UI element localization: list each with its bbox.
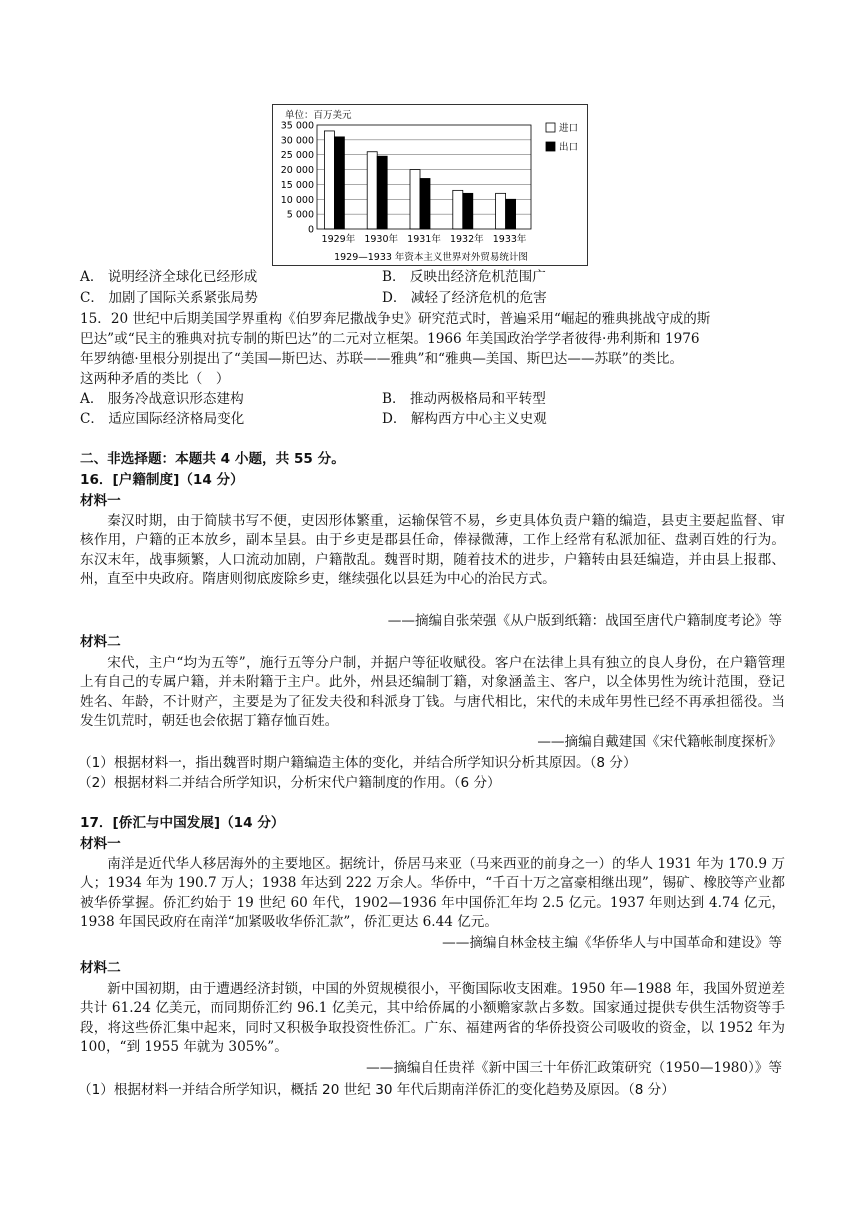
q16-material-1-text: 秦汉时期，由于简牍书写不便，吏因形体繁重，运输保管不易，乡吏具体负责户籍的编造，县吏主要起监督、审核作用，户籍的正本放乡，副本呈县。由于乡吏是郡县任命，俸禄微薄，工作上经常有私派加征、盘剥百姓的行为。东汉末年，战事频繁，人口流动加剧，户籍散乱。魏晋时期，随着技术的进步，户籍转由县廷编造，并由县上报郡、州，直至中央政府。隋唐则彻底废除乡吏，继续强化以县廷为中心的治民方式。 (80, 513, 785, 587)
q16-material-2-label: 材料二 (80, 634, 121, 650)
q16-material-2-source: ——摘编自戴建国《宋代籍帐制度探析》 (537, 734, 782, 750)
q16-material-2-text: 宋代，主户“均为五等”，施行五等分户制，并据户等征收赋役。客户在法律上具有独立的良人身份，在户籍管理上有自己的专属户籍，并未附籍于主户。此外，州县还编制丁籍，对象涵盖主、客户，以全体男性为统计范围，登记姓名、年龄，不计财产，主要是为了征发夫役和科派身丁钱。与唐代相比，宋代的未成年男性已经不再承担徭役。当发生饥荒时，朝廷也会依据丁籍存恤百姓。 (80, 655, 785, 729)
q14-option-b[interactable]: B． 反映出经济危机范围广 (382, 269, 546, 285)
bar-export (463, 193, 473, 229)
x-tick-label: 1932年 (449, 234, 484, 245)
q15-stem-line-3: 年罗纳德·里根分别提出了“美国—斯巴达、苏联——雅典”和“雅典—美国、斯巴达——苏联”的类比。 (80, 351, 684, 367)
y-tick-label: 35 000 (280, 120, 314, 132)
q14-option-a[interactable]: A． 说明经济全球化已经形成 (80, 269, 258, 285)
x-tick-label: 1930年 (364, 234, 399, 245)
bar-import (367, 152, 377, 229)
chart-caption: 1929—1933 年资本主义世界对外贸易统计图 (334, 252, 528, 263)
q16-subquestion-2: （2）根据材料二并结合所学知识，分析宋代户籍制度的作用。（6 分） (78, 775, 501, 791)
bar-import (496, 193, 506, 229)
x-tick-label: 1929年 (321, 234, 356, 245)
legend-export-swatch (546, 142, 555, 151)
q17-material-1-label: 材料一 (80, 836, 121, 852)
q15-stem-line-4: 这两种矛盾的类比（ ） (80, 371, 230, 387)
y-tick-label: 10 000 (280, 194, 314, 206)
y-tick-label: 20 000 (280, 165, 314, 177)
q15-stem-line-1: 15．20 世纪中后期美国学界重构《伯罗奔尼撒战争史》研究范式时，普遍采用“崛起的雅典挑战守成的斯 (80, 311, 711, 327)
legend-import-label: 进口 (559, 123, 579, 134)
q14-option-d[interactable]: D． 减轻了经济危机的危害 (382, 290, 547, 306)
q16-title: 16．[户籍制度]（14 分） (80, 472, 244, 488)
q14-options-row-2 (80, 289, 785, 308)
q17-subquestion-1: （1）根据材料一并结合所学知识，概括 20 世纪 30 年代后期南洋侨汇的变化趋势及原因。（8 分） (78, 1082, 675, 1098)
q14-option-c[interactable]: C． 加剧了国际关系紧张局势 (80, 290, 258, 306)
trade-chart (272, 104, 588, 266)
q17-material-2-text: 新中国初期，由于遭遇经济封锁，中国的外贸规模很小，平衡国际收支困难。1950 年—1988 年，我国外贸逆差共计 61.24 亿美元，而同期侨汇约 96.1 亿美元，其中给侨属的小额赡家款占多数。国家通过提供专供生活物资等手段，将这些侨汇集中起来，同时又积极争取投资性侨汇。广东、福建两省的华侨投资公司吸收的资金，以 1952 年为 100，“到 1955 年就为 305%”。 (80, 981, 785, 1055)
q15-option-a[interactable]: A． 服务冷战意识形态建构 (80, 391, 244, 407)
q16-material-1-source: ——摘编自张荣强《从户版到纸籍：战国至唐代户籍制度考论》等 (387, 613, 782, 629)
trade-bar-chart (273, 105, 589, 267)
bar-export (420, 178, 430, 229)
q17-material-2-label: 材料二 (80, 960, 121, 976)
q15-options-row-1 (80, 390, 785, 409)
y-tick-label: 5 000 (286, 209, 314, 221)
q14-options-row-1 (80, 268, 785, 287)
q15-options-row-2 (80, 410, 785, 429)
q16-material-1-label: 材料一 (80, 493, 121, 509)
legend-export-label: 出口 (559, 142, 579, 153)
bar-export (334, 137, 344, 229)
section-2-heading: 二、非选择题：本题共 4 小题，共 55 分。 (80, 451, 345, 467)
q17-material-2-source: ——摘编自任贵祥《新中国三十年侨汇政策研究（1950—1980）》等 (366, 1060, 782, 1076)
q15-stem-line-2: 巴达”或“民主的雅典对抗专制的斯巴达”的二元对立框架。1966 年美国政治学学者彼得·弗利斯和 1976 (80, 331, 700, 347)
bar-export (377, 156, 387, 229)
chart-unit-label: 单位：百万美元 (285, 110, 352, 121)
y-tick-label: 30 000 (280, 135, 314, 147)
x-tick-label: 1931年 (407, 234, 441, 245)
q15-option-d[interactable]: D． 解构西方中心主义史观 (382, 411, 547, 427)
y-tick-label: 15 000 (280, 179, 314, 191)
bar-import (410, 170, 420, 229)
y-tick-label: 0 (307, 224, 314, 236)
bar-import (453, 190, 463, 229)
q15-option-c[interactable]: C． 适应国际经济格局变化 (80, 411, 245, 427)
bar-import (324, 131, 334, 229)
q15-option-b[interactable]: B． 推动两极格局和平转型 (382, 391, 546, 407)
q16-subquestion-1: （1）根据材料一，指出魏晋时期户籍编造主体的变化，并结合所学知识分析其原因。（8 分） (78, 755, 637, 771)
y-tick-label: 25 000 (280, 150, 314, 162)
x-tick-label: 1933年 (492, 234, 527, 245)
legend-import-swatch (546, 123, 555, 132)
q17-material-1-text: 南洋是近代华人移居海外的主要地区。据统计，侨居马来亚（马来西亚的前身之一）的华人 1931 年为 170.9 万人；1934 年为 190.7 万人；1938 年达到 222 万余人。华侨中，“千百十万之富豪相继出现”，锡矿、橡胶等产业都被华侨掌握。侨汇约始于 19 世纪 60 年代，1902—1936 年中国侨汇年均 2.5 亿元。1937 年则达到 4.74 亿元，1938 年国民政府在南洋“加紧吸收华侨汇款”，侨汇更达 6.44 亿元。 (80, 856, 785, 930)
q17-title: 17．[侨汇与中国发展]（14 分） (80, 815, 285, 831)
bar-export (506, 199, 516, 229)
q17-material-1-source: ——摘编自林金枝主编《华侨华人与中国革命和建设》等 (442, 935, 782, 951)
